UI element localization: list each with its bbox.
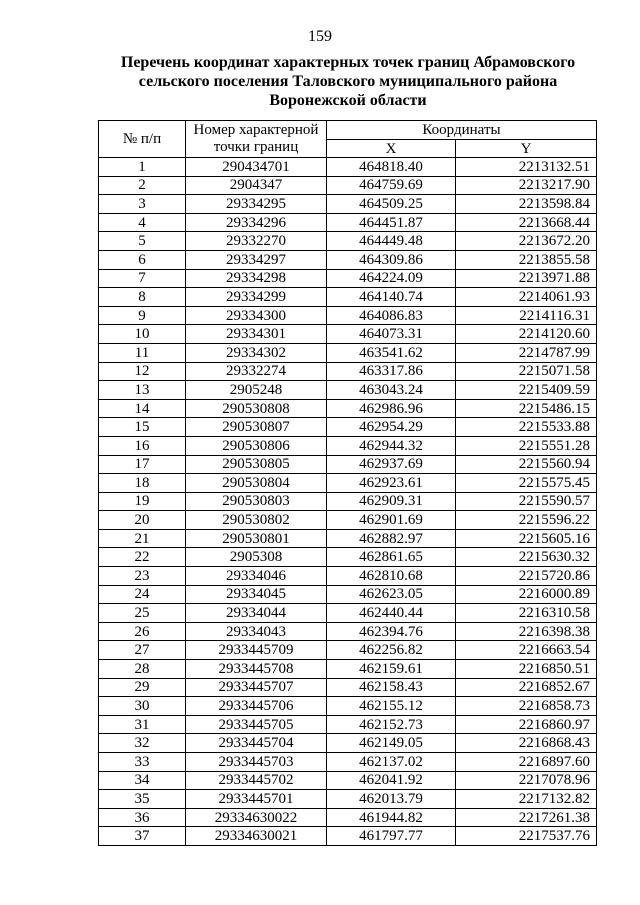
coord-x: 463541.62 [327, 343, 456, 362]
table-header [99, 121, 597, 158]
point-id: 29334044 [186, 604, 327, 623]
point-id: 2933445701 [186, 790, 327, 809]
row-number: 5 [99, 232, 186, 251]
coord-y: 2216398.38 [456, 622, 597, 641]
coord-x: 464140.74 [327, 288, 456, 307]
point-id: 2933445707 [186, 678, 327, 697]
header-coordinates: Координаты [327, 121, 597, 140]
point-id: 2933445702 [186, 771, 327, 790]
coord-x: 463317.86 [327, 362, 456, 381]
row-number: 31 [99, 715, 186, 734]
coord-y: 2214061.93 [456, 288, 597, 307]
coord-x: 462155.12 [327, 697, 456, 716]
point-id: 29334299 [186, 288, 327, 307]
table-row [99, 474, 597, 493]
coord-x: 462861.65 [327, 548, 456, 567]
point-id: 2905248 [186, 381, 327, 400]
coord-y: 2215071.58 [456, 362, 597, 381]
coord-y: 2213855.58 [456, 250, 597, 269]
coord-x: 464818.40 [327, 158, 456, 177]
coord-y: 2217132.82 [456, 790, 597, 809]
row-number: 36 [99, 808, 186, 827]
table-row [99, 269, 597, 288]
point-id: 29334043 [186, 622, 327, 641]
coord-y: 2216850.51 [456, 660, 597, 679]
point-id: 29334298 [186, 269, 327, 288]
point-id: 29334630021 [186, 827, 327, 846]
title-line-3: Воронежской области [269, 92, 427, 109]
table-row [99, 697, 597, 716]
table-row [99, 734, 597, 753]
coordinates-table [98, 120, 597, 846]
coord-x: 462944.32 [327, 436, 456, 455]
coord-x: 462041.92 [327, 771, 456, 790]
coord-x: 462909.31 [327, 492, 456, 511]
table-row [99, 436, 597, 455]
coord-y: 2215605.16 [456, 529, 597, 548]
coord-x: 462986.96 [327, 399, 456, 418]
table-row [99, 808, 597, 827]
point-id: 29334302 [186, 343, 327, 362]
row-number: 11 [99, 343, 186, 362]
coord-y: 2215551.28 [456, 436, 597, 455]
point-id: 29332274 [186, 362, 327, 381]
coord-x: 464451.87 [327, 213, 456, 232]
coord-y: 2213217.90 [456, 176, 597, 195]
table-row [99, 660, 597, 679]
point-id: 29334300 [186, 306, 327, 325]
point-id: 2933445704 [186, 734, 327, 753]
coord-x: 462159.61 [327, 660, 456, 679]
table-row [99, 306, 597, 325]
coord-x: 462013.79 [327, 790, 456, 809]
table-row [99, 790, 597, 809]
point-id: 290530804 [186, 474, 327, 493]
point-id: 29332270 [186, 232, 327, 251]
coord-x: 462152.73 [327, 715, 456, 734]
title-line-1: Перечень координат характерных точек границ Абрамовского [120, 54, 576, 71]
title-line-2: сельского поселения Таловского муниципального района [138, 73, 558, 90]
coord-x: 464086.83 [327, 306, 456, 325]
table-row [99, 827, 597, 846]
row-number: 18 [99, 474, 186, 493]
coord-y: 2213672.20 [456, 232, 597, 251]
row-number: 20 [99, 511, 186, 530]
coord-x: 464449.48 [327, 232, 456, 251]
coord-x: 461797.77 [327, 827, 456, 846]
table-row [99, 529, 597, 548]
row-number: 12 [99, 362, 186, 381]
row-number: 8 [99, 288, 186, 307]
row-number: 29 [99, 678, 186, 697]
point-id: 290530803 [186, 492, 327, 511]
table-row [99, 195, 597, 214]
coord-x: 462923.61 [327, 474, 456, 493]
table-row [99, 622, 597, 641]
header-y: Y [456, 140, 597, 158]
table-row [99, 492, 597, 511]
table-row [99, 325, 597, 344]
header-x: X [327, 140, 456, 158]
table-row [99, 399, 597, 418]
coord-y: 2215720.86 [456, 567, 597, 586]
row-number: 7 [99, 269, 186, 288]
coord-y: 2215409.59 [456, 381, 597, 400]
coord-y: 2217261.38 [456, 808, 597, 827]
coord-x: 462256.82 [327, 641, 456, 660]
coord-y: 2215486.15 [456, 399, 597, 418]
coord-x: 462954.29 [327, 418, 456, 437]
coord-y: 2213132.51 [456, 158, 597, 177]
coord-y: 2215630.32 [456, 548, 597, 567]
coord-x: 462937.69 [327, 455, 456, 474]
table-row [99, 232, 597, 251]
coord-x: 462882.97 [327, 529, 456, 548]
coord-y: 2215590.57 [456, 492, 597, 511]
coord-y: 2213668.44 [456, 213, 597, 232]
document-title [100, 53, 596, 110]
coord-x: 462440.44 [327, 604, 456, 623]
row-number: 27 [99, 641, 186, 660]
coord-x: 464509.25 [327, 195, 456, 214]
row-number: 16 [99, 436, 186, 455]
table-row [99, 418, 597, 437]
point-id: 29334630022 [186, 808, 327, 827]
point-id: 290530806 [186, 436, 327, 455]
header-number: № п/п [99, 121, 186, 158]
point-id: 2933445703 [186, 753, 327, 772]
table-row [99, 362, 597, 381]
point-id: 29334045 [186, 585, 327, 604]
row-number: 6 [99, 250, 186, 269]
coord-x: 462158.43 [327, 678, 456, 697]
table-row [99, 585, 597, 604]
table-row [99, 158, 597, 177]
table-row [99, 604, 597, 623]
row-number: 21 [99, 529, 186, 548]
point-id: 2933445709 [186, 641, 327, 660]
coord-y: 2216663.54 [456, 641, 597, 660]
row-number: 2 [99, 176, 186, 195]
coord-x: 462901.69 [327, 511, 456, 530]
row-number: 3 [99, 195, 186, 214]
coord-y: 2217078.96 [456, 771, 597, 790]
point-id: 290434701 [186, 158, 327, 177]
coord-x: 464073.31 [327, 325, 456, 344]
row-number: 15 [99, 418, 186, 437]
point-id: 29334295 [186, 195, 327, 214]
coord-x: 462137.02 [327, 753, 456, 772]
point-id: 2933445708 [186, 660, 327, 679]
point-id: 290530801 [186, 529, 327, 548]
table-row [99, 715, 597, 734]
coord-y: 2216310.58 [456, 604, 597, 623]
table-row [99, 753, 597, 772]
row-number: 9 [99, 306, 186, 325]
table-body [99, 158, 597, 846]
page-number: 159 [308, 28, 332, 45]
row-number: 17 [99, 455, 186, 474]
row-number: 30 [99, 697, 186, 716]
coord-y: 2216000.89 [456, 585, 597, 604]
point-id: 29334301 [186, 325, 327, 344]
point-id: 290530805 [186, 455, 327, 474]
table-row [99, 455, 597, 474]
table-row [99, 250, 597, 269]
table-row [99, 771, 597, 790]
row-number: 33 [99, 753, 186, 772]
coord-x: 464759.69 [327, 176, 456, 195]
table-row [99, 567, 597, 586]
header-point-line-2: точки границ [213, 139, 299, 155]
table-row [99, 678, 597, 697]
coord-y: 2216897.60 [456, 753, 597, 772]
row-number: 35 [99, 790, 186, 809]
row-number: 24 [99, 585, 186, 604]
table-row [99, 548, 597, 567]
row-number: 34 [99, 771, 186, 790]
point-id: 2905308 [186, 548, 327, 567]
coord-y: 2213971.88 [456, 269, 597, 288]
row-number: 25 [99, 604, 186, 623]
row-number: 13 [99, 381, 186, 400]
table-row [99, 288, 597, 307]
coord-y: 2215575.45 [456, 474, 597, 493]
table-row [99, 641, 597, 660]
row-number: 14 [99, 399, 186, 418]
coord-y: 2215596.22 [456, 511, 597, 530]
coord-y: 2214787.99 [456, 343, 597, 362]
row-number: 32 [99, 734, 186, 753]
table-row [99, 213, 597, 232]
coord-x: 461944.82 [327, 808, 456, 827]
row-number: 19 [99, 492, 186, 511]
point-id: 29334297 [186, 250, 327, 269]
table-row [99, 381, 597, 400]
row-number: 1 [99, 158, 186, 177]
row-number: 28 [99, 660, 186, 679]
coord-x: 463043.24 [327, 381, 456, 400]
coord-y: 2215560.94 [456, 455, 597, 474]
row-number: 22 [99, 548, 186, 567]
point-id: 290530807 [186, 418, 327, 437]
point-id: 2904347 [186, 176, 327, 195]
coord-x: 464224.09 [327, 269, 456, 288]
coord-x: 464309.86 [327, 250, 456, 269]
table-row [99, 343, 597, 362]
coord-y: 2216858.73 [456, 697, 597, 716]
coord-y: 2215533.88 [456, 418, 597, 437]
coord-y: 2216852.67 [456, 678, 597, 697]
coord-y: 2214120.60 [456, 325, 597, 344]
table-row [99, 511, 597, 530]
row-number: 23 [99, 567, 186, 586]
coord-x: 462810.68 [327, 567, 456, 586]
point-id: 29334046 [186, 567, 327, 586]
header-point-line-1: Номер характерной [193, 122, 319, 138]
coord-y: 2213598.84 [456, 195, 597, 214]
point-id: 2933445705 [186, 715, 327, 734]
coord-x: 462394.76 [327, 622, 456, 641]
coord-y: 2216860.97 [456, 715, 597, 734]
coord-y: 2214116.31 [456, 306, 597, 325]
row-number: 26 [99, 622, 186, 641]
row-number: 37 [99, 827, 186, 846]
coord-x: 462149.05 [327, 734, 456, 753]
coord-y: 2217537.76 [456, 827, 597, 846]
header-point [186, 121, 327, 158]
point-id: 290530808 [186, 399, 327, 418]
row-number: 4 [99, 213, 186, 232]
row-number: 10 [99, 325, 186, 344]
coord-x: 462623.05 [327, 585, 456, 604]
coord-y: 2216868.43 [456, 734, 597, 753]
table-row [99, 176, 597, 195]
point-id: 290530802 [186, 511, 327, 530]
point-id: 2933445706 [186, 697, 327, 716]
point-id: 29334296 [186, 213, 327, 232]
